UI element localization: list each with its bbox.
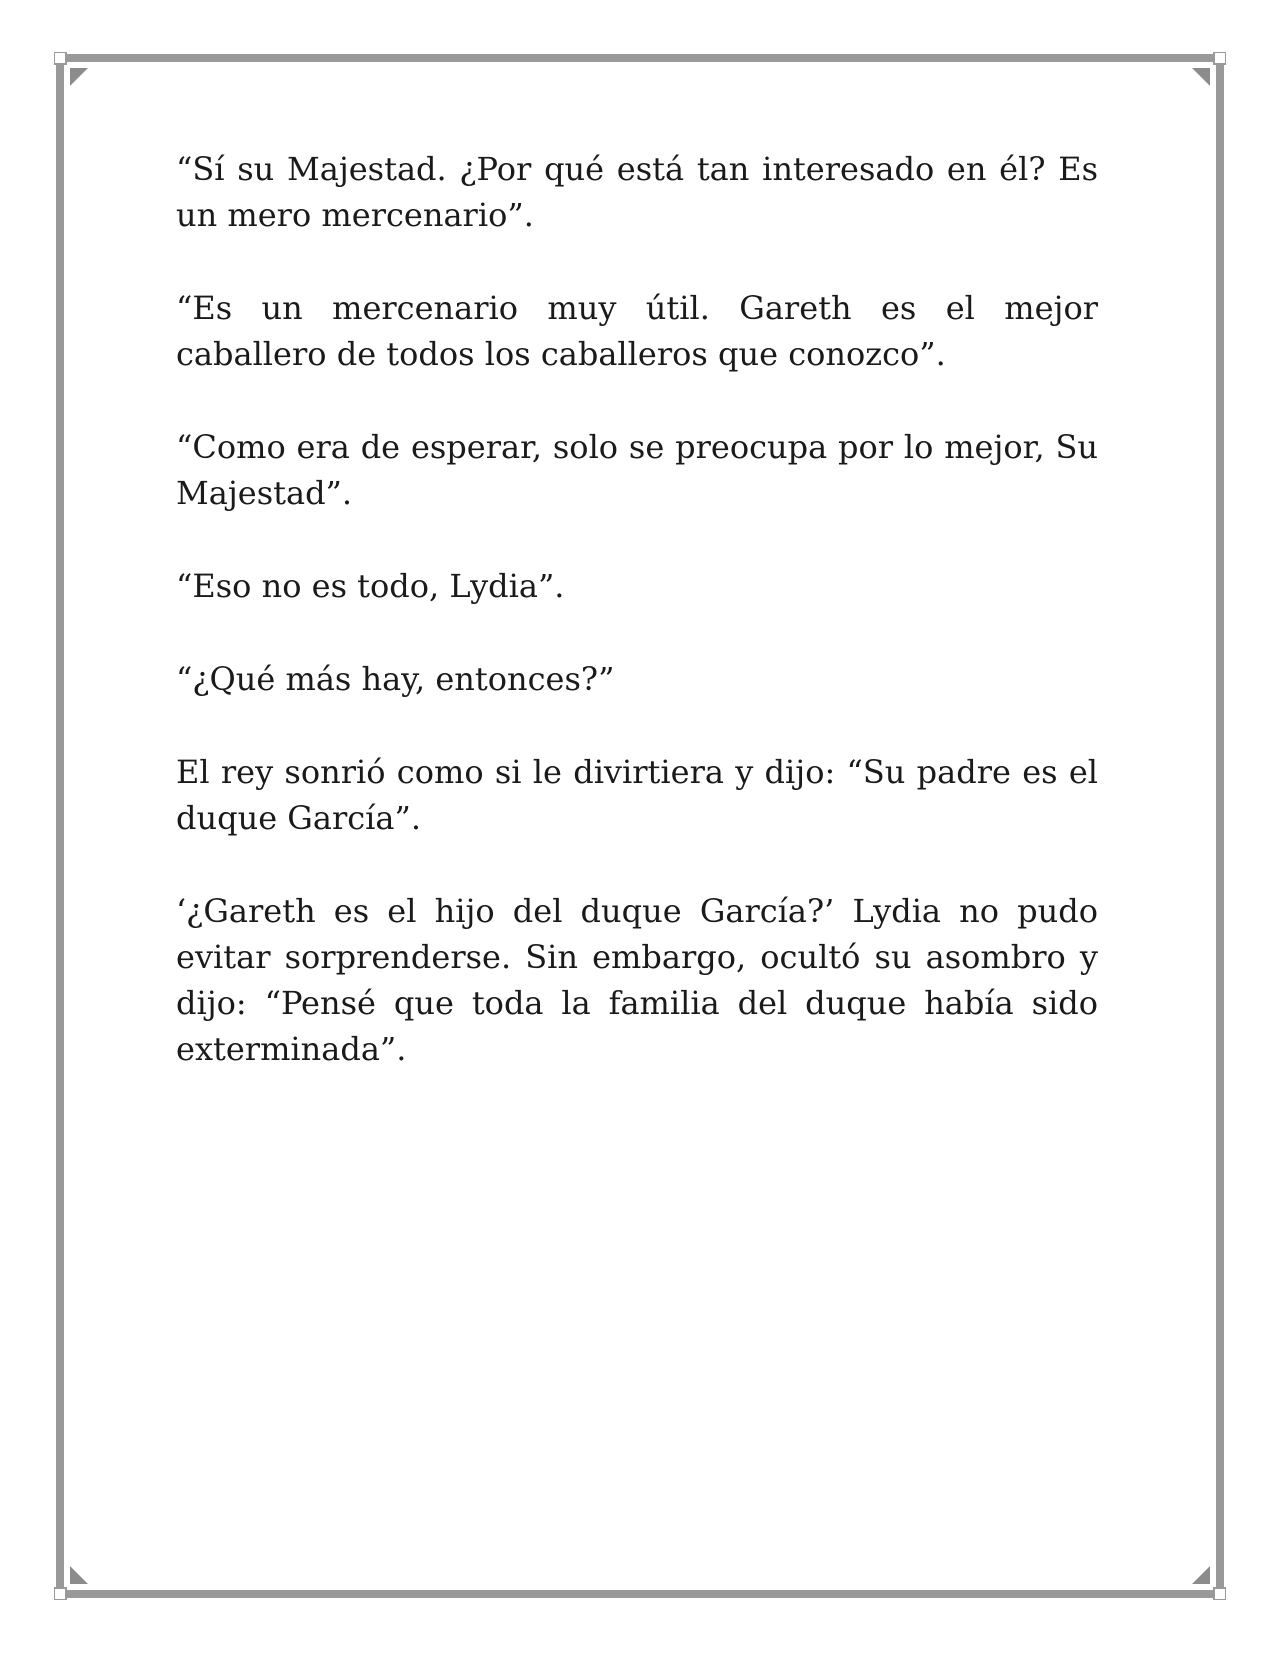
corner-square-bottom-left [54,1588,66,1600]
paragraph: El rey sonrió como si le divirtiera y dijo: “Su padre es el duque García”. [176,753,1098,837]
document-body [176,146,1098,1119]
paragraph: “¿Qué más hay, entonces?” [176,660,615,698]
corner-square-top-right [1214,52,1226,64]
corner-square-bottom-right [1214,1588,1226,1600]
paragraph: ‘¿Gareth es el hijo del duque García?’ Lydia no pudo evitar sorprenderse. Sin embargo, ocultó su asombro y dijo: “Pensé que toda la familia del duque había sido exterminada”. [176,892,1098,1068]
corner-triangle-top-left [70,68,88,86]
corner-triangle-top-right [1192,68,1210,86]
paragraph: “Es un mercenario muy útil. Gareth es el mejor caballero de todos los caballeros que conozco”. [176,289,1098,373]
paragraph: “Sí su Majestad. ¿Por qué está tan interesado en él? Es un mero mercenario”. [176,150,1098,234]
paragraph: “Eso no es todo, Lydia”. [176,567,565,605]
corner-triangle-bottom-left [70,1566,88,1584]
corner-square-top-left [54,52,66,64]
corner-triangle-bottom-right [1192,1566,1210,1584]
paragraph: “Como era de esperar, solo se preocupa por lo mejor, Su Majestad”. [176,428,1098,512]
